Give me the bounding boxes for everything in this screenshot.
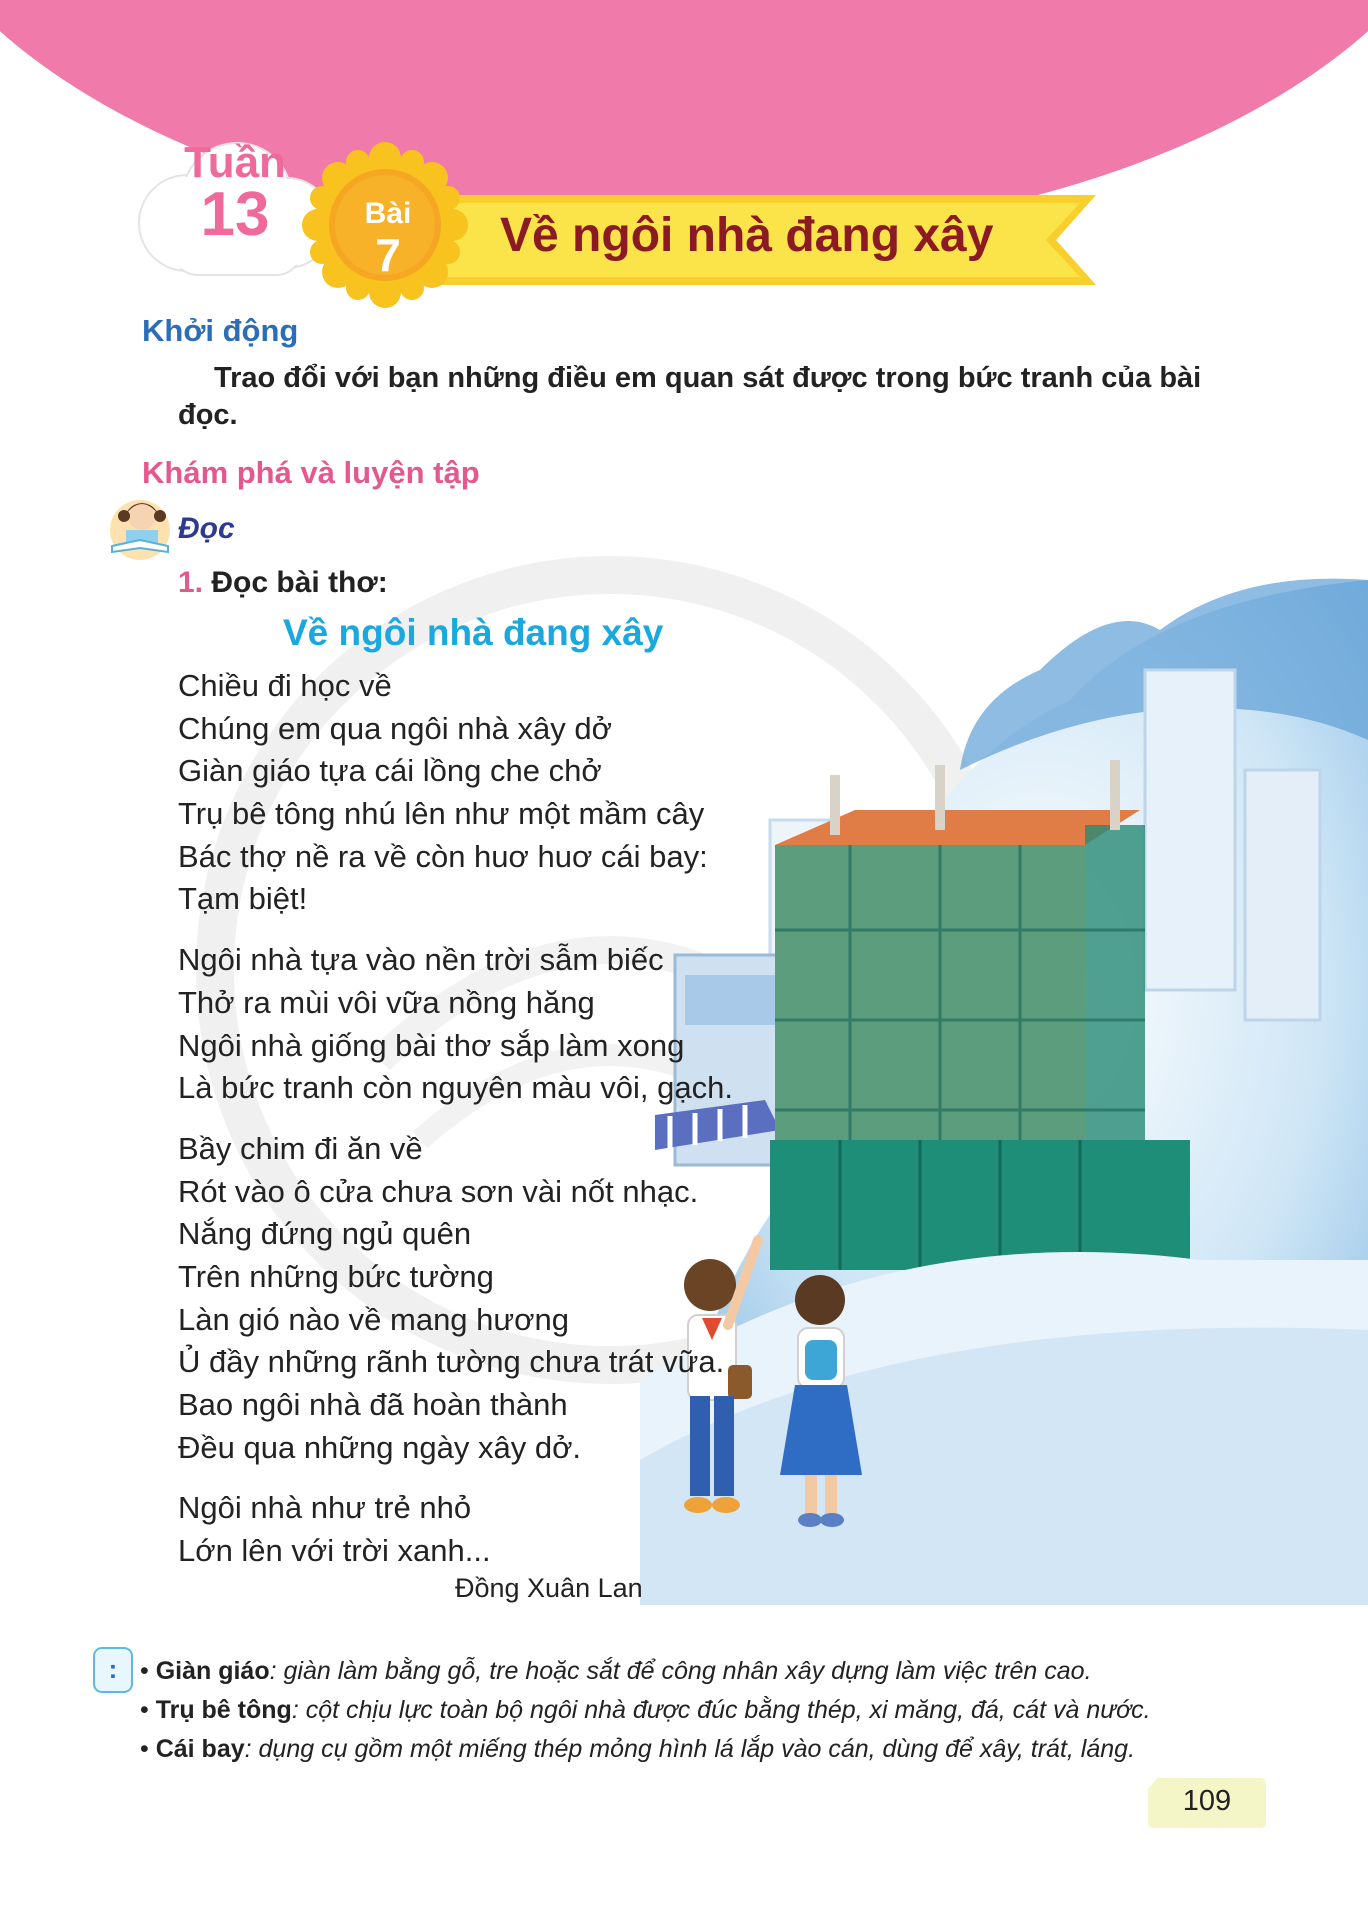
glossary-term: Giàn giáo [155,1657,270,1685]
poem-line: Lớn lên với trời xanh... [178,1533,491,1569]
construction-illustration [640,560,1368,1605]
poem-line: Chiều đi học về [178,668,392,703]
poem-line: Giàn giáo tựa cái lồng che chở [178,753,602,789]
glossary-term: Trụ bê tông [155,1696,292,1724]
poem-line: Làn gió nào về mang hương [178,1301,569,1337]
poem-line: Bác thợ nề ra về còn huơ huơ cái bay: [178,838,708,874]
glossary-definition: : cột chịu lực toàn bộ ngôi nhà được đúc bằng thép, xi măng, đá, cát và nước. [291,1696,1151,1724]
reading-label: Đọc [178,512,235,545]
glossary-item: • Cái bay: dụng cụ gồm một miếng thép mỏng hình lá lắp vào cán, dùng để xây, trát, láng. [140,1735,1136,1763]
poem-line: Ủ đầy những rãnh tường chưa trát vữa. [178,1344,725,1380]
warmup-instruction: Trao đổi với bạn những điều em quan sát được trong bức tranh của bài đọc. [178,362,1202,431]
glossary-term: Cái bay [155,1735,245,1763]
lesson-number: 7 [375,229,401,281]
week-number: 13 [200,180,270,249]
warmup-heading: Khởi động [142,313,299,348]
poem-line: Ngôi nhà như trẻ nhỏ [178,1490,472,1526]
glossary-list [140,1652,1151,1769]
reading-girl-icon [104,490,176,562]
poem-line: Ngôi nhà giống bài thơ sắp làm xong [178,1027,685,1063]
poem-line: Bao ngôi nhà đã hoàn thành [178,1387,568,1422]
poem-line: Là bức tranh còn nguyên màu vôi, gạch. [178,1070,733,1106]
glossary-icon: : [93,1647,133,1693]
question-1 [178,566,388,600]
poem-stanza-4 [178,1487,733,1572]
poem-body [178,665,733,1591]
poem-line: Tạm biệt! [178,881,308,917]
poem-line: Trên những bức tường [178,1258,494,1294]
poem-stanza-2 [178,939,733,1110]
poem-title: Về ngôi nhà đang xây [283,612,664,653]
page-number: 109 [1182,1785,1232,1817]
poem-line: Chúng em qua ngôi nhà xây dở [178,710,612,746]
glossary-item: • Giàn giáo: giàn làm bằng gỗ, tre hoặc sắt để công nhân xây dựng làm việc trên cao. [140,1657,1092,1685]
glossary-definition: : dụng cụ gồm một miếng thép mỏng hình lá lắp vào cán, dùng để xây, trát, láng. [244,1735,1136,1763]
poem-line: Thở ra mùi vôi vữa nồng hăng [178,984,595,1020]
poem-line: Đều qua những ngày xây dở. [178,1429,582,1465]
explore-heading: Khám phá và luyện tập [142,455,480,490]
week-label: Tuần [184,138,286,187]
poem-line: Trụ bê tông nhú lên như một mầm cây [178,796,705,832]
question-text: Đọc bài thơ: [211,566,388,599]
glossary-definition: : giàn làm bằng gỗ, tre hoặc sắt để công nhân xây dựng làm việc trên cao. [269,1657,1092,1685]
poem-line: Bầy chim đi ăn về [178,1130,423,1166]
poem-stanza-3 [178,1128,733,1470]
question-number: 1. [178,566,204,599]
poem-stanza-1 [178,665,733,921]
glossary-item: • Trụ bê tông: cột chịu lực toàn bộ ngôi nhà được đúc bằng thép, xi măng, đá, cát và nước. [140,1696,1151,1724]
poem-author: Đồng Xuân Lan [455,1573,643,1603]
poem-line: Nắng đứng ngủ quên [178,1216,472,1252]
poem-line: Ngôi nhà tựa vào nền trời sẫm biếc [178,942,664,978]
lesson-label: Bài [364,197,412,230]
poem-line: Rót vào ô cửa chưa sơn vài nốt nhạc. [178,1173,699,1209]
lesson-title: Về ngôi nhà đang xây [500,209,994,262]
